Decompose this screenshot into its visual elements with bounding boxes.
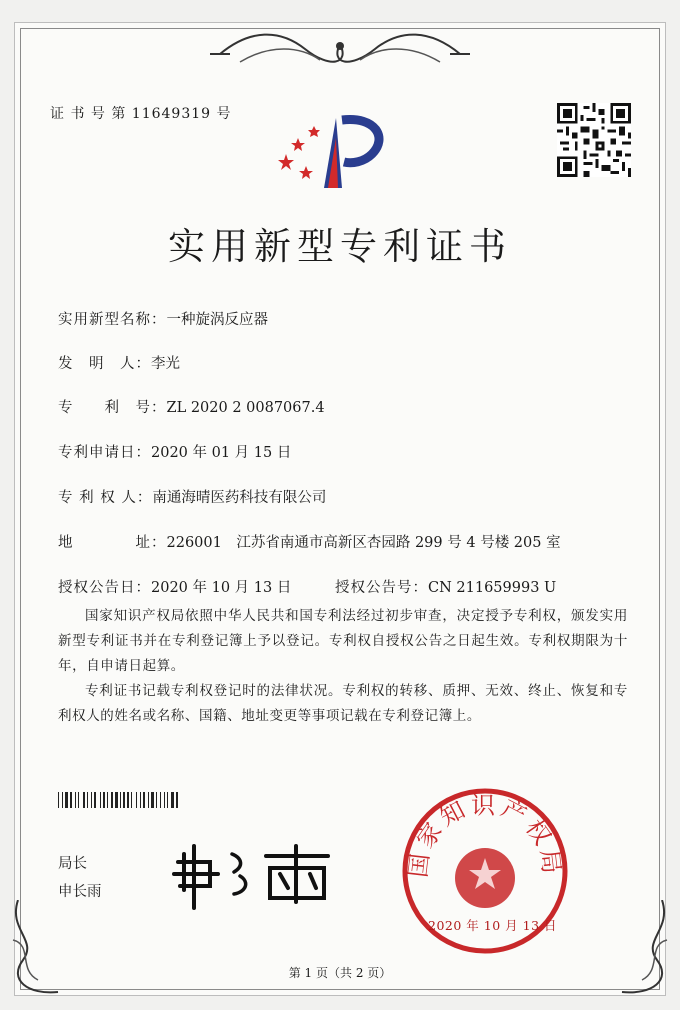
corner-ornament-bl: [8, 900, 68, 1000]
page-indicator: 第 1 页（共 2 页）: [288, 966, 392, 980]
field-patent-number: [58, 396, 325, 417]
qr-code: [557, 103, 631, 177]
field-value: 李光: [151, 356, 180, 372]
statement-text: [58, 604, 628, 729]
field-label: 发 明 人：: [58, 356, 151, 372]
field-value: CN 211659993 U: [428, 580, 557, 596]
field-grant-number: [335, 576, 556, 597]
field-application-date: [58, 441, 291, 462]
field-utility-model-name: [58, 308, 268, 329]
field-patentee: [58, 486, 326, 507]
field-label: 专 利 号：: [58, 400, 167, 416]
seal-text: 国家知识产权局: [403, 791, 567, 880]
cnipa-emblem: [276, 108, 396, 192]
field-grant-date: [58, 576, 291, 597]
paragraph-2: 专利证书记载专利权登记时的法律状况。专利权的转移、质押、无效、终止、恢复和专利权人的姓名或名称、国籍、地址变更等事项记载在专利登记簿上。: [58, 683, 628, 724]
top-ornament: [210, 24, 470, 74]
field-label: 地 址：: [58, 535, 167, 551]
field-label: 实用新型名称：: [58, 312, 167, 328]
field-value: 2020 年 10 月 13 日: [151, 580, 292, 596]
field-value: 一种旋涡反应器: [166, 312, 268, 328]
field-label: 专利申请日：: [58, 445, 151, 461]
director-title: 局长: [58, 856, 87, 872]
director-name: 申长雨: [58, 884, 102, 900]
field-value: 南通海晴医药科技有限公司: [152, 490, 327, 506]
barcode: [58, 792, 280, 808]
field-value: 2020 年 01 月 15 日: [151, 445, 292, 461]
director-signature: [170, 832, 350, 912]
field-address: [58, 531, 561, 552]
field-value: ZL 2020 2 0087067.4: [166, 400, 325, 416]
paragraph-1: 国家知识产权局依照中华人民共和国专利法经过初步审查，决定授予专利权，颁发实用新型专利证书并在专利登记簿上予以登记。专利权自授权公告之日起生效。专利权期限为十年，自申请日起算。: [58, 608, 628, 674]
certificate-number: 证 书 号 第 11649319 号: [50, 106, 232, 122]
field-inventor: [58, 352, 180, 373]
field-label: 专 利 权 人：: [58, 490, 153, 506]
corner-ornament-br: [612, 900, 672, 1000]
certificate-title: 实用新型专利证书: [168, 225, 512, 268]
seal-date: 2020 年 10 月 13 日: [428, 918, 557, 933]
field-value: 226001 江苏省南通市高新区杏园路 299 号 4 号楼 205 室: [166, 535, 561, 551]
field-label: 授权公告日：: [58, 580, 151, 596]
field-label: 授权公告号：: [335, 580, 428, 596]
